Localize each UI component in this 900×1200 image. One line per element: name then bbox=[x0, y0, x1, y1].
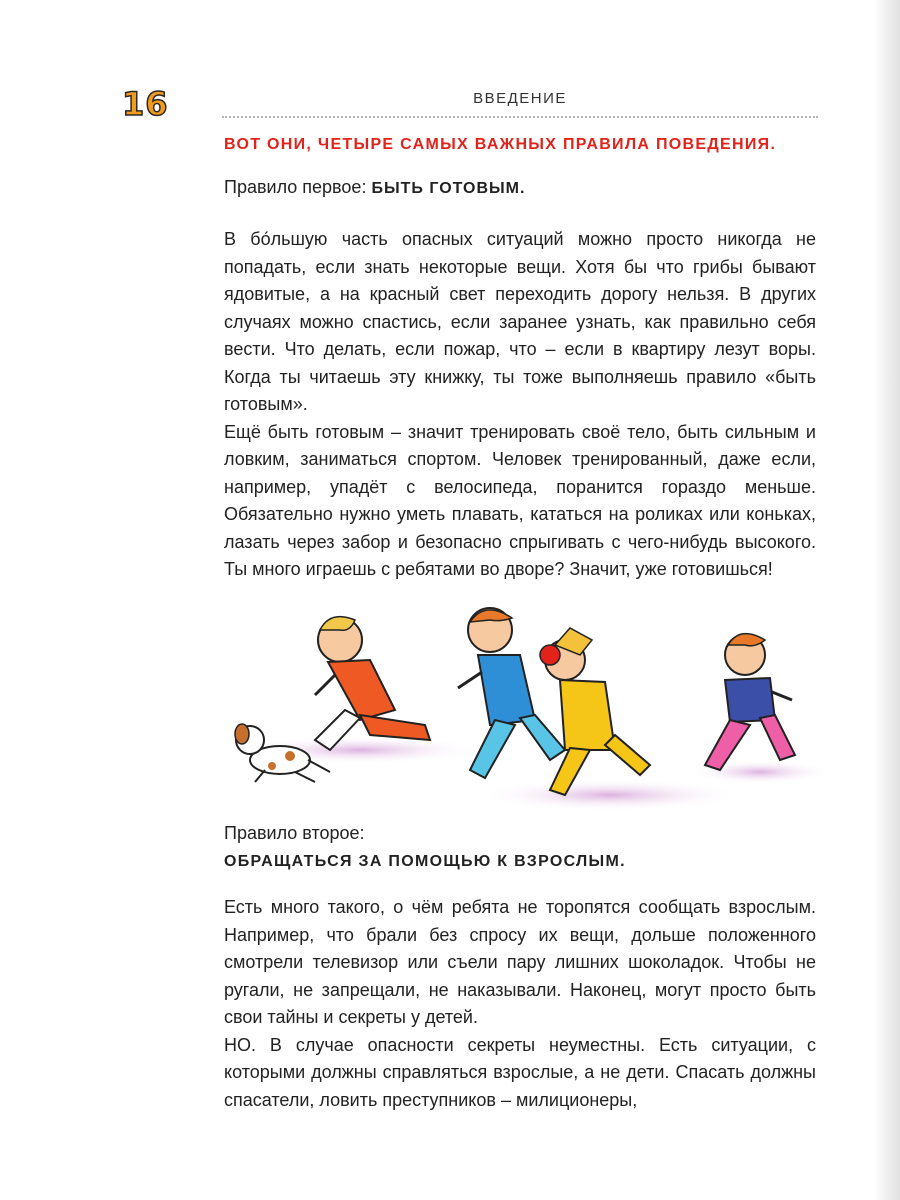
header-divider bbox=[222, 116, 818, 118]
lead-heading: ВОТ ОНИ, ЧЕТЫРЕ САМЫХ ВАЖНЫХ ПРАВИЛА ПОВЕДЕНИЯ. bbox=[224, 136, 777, 153]
rule-one-name: БЫТЬ ГОТОВЫМ. bbox=[371, 180, 526, 197]
running-kids-illustration bbox=[220, 600, 830, 815]
page-number: 16 bbox=[122, 85, 169, 123]
rule-one-text: В бо́льшую часть опасных ситуаций можно просто никогда не попадать, если знать некоторые вещи. Хотя бы что грибы бывают ядовитые, а на красный свет переходить дорогу нельзя. В других случаях можно спастись, если заранее узнать, как правильно себя вести. Что делать, если пожар, что – если в квартиру лезут воры. Когда ты читаешь эту книжку, ты тоже выполняешь правило «быть готовым». Ещё быть готовым – значит тренировать своё тело, быть сильным и ловким, заниматься спортом. Человек тренированный, даже если, например, упадёт с велосипеда, поранится гораздо меньше. Обязательно нужно уметь плавать, кататься на роликах или коньках, лазать через забор и безопасно спрыгивать с чего-нибудь высокого. Ты много играешь с ребятами во дворе? Значит, уже готовишься! bbox=[224, 229, 816, 579]
rule-two-text: Есть много такого, о чём ребята не торопятся сообщать взрослым. Например, что брали без спросу их вещи, дольше положенного смотрели телевизор или съели пару лишних шоколадок. Чтобы не ругали, не запрещали, не наказывали. Наконец, могут просто быть свои тайны и секреты у детей. НО. В случае опасности секреты неуместны. Есть ситуации, с которыми должны справляться взрослые, а не дети. Спасать должны спасатели, ловить преступников – милиционеры, bbox=[224, 897, 816, 1110]
kid-pink-figure bbox=[705, 634, 795, 770]
rule-two-label: Правило второе: bbox=[224, 823, 365, 843]
rule-one-heading bbox=[224, 177, 525, 198]
rule-one-label: Правило первое: bbox=[224, 177, 372, 197]
kid-orange-figure bbox=[315, 617, 430, 750]
kid-yellow-figure bbox=[540, 628, 650, 795]
page-edge bbox=[874, 0, 900, 1200]
section-title: ВВЕДЕНИЕ bbox=[473, 90, 567, 107]
rule-two-name: ОБРАЩАТЬСЯ ЗА ПОМОЩЬЮ К ВЗРОСЛЫМ. bbox=[224, 853, 626, 870]
